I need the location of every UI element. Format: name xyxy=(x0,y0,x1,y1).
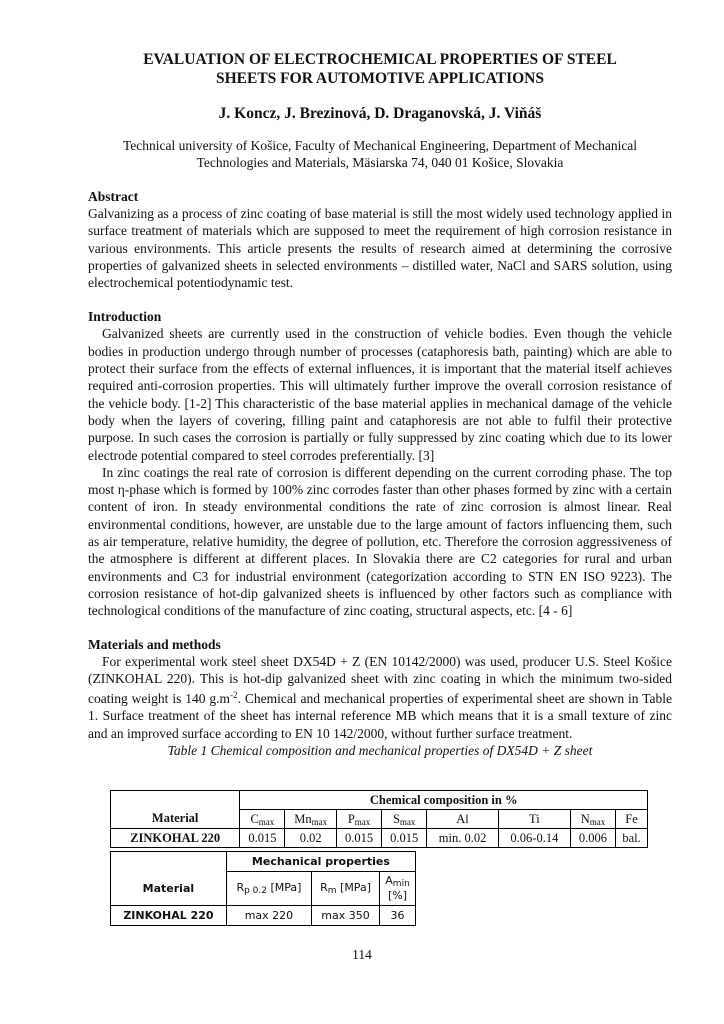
paper-page xyxy=(88,50,672,759)
table2-a-sub: min xyxy=(392,879,410,890)
methods-text-b: . Chemical and mechanical properties of experimental sheet are shown in Table 1. Surface treatment of the sheet has internal reference MB which means that it is a small texture of zinc and an improved surface according to EN 10 142/2000, without further surface treatment. xyxy=(88,691,672,741)
table1-value-cell: 0.006 xyxy=(570,829,615,848)
table2-rp-unit: [MPa] xyxy=(266,880,302,894)
table1-element-header xyxy=(382,810,427,829)
chemical-composition-table xyxy=(110,790,648,848)
table1-value-cell: 0.015 xyxy=(240,829,285,848)
table1-corner-cell xyxy=(111,791,240,810)
table-caption: Table 1 Chemical composition and mechanical properties of DX54D + Z sheet xyxy=(167,743,593,759)
table1-element-header xyxy=(285,810,337,829)
table2-cell-rp: max 220 xyxy=(226,906,311,926)
element-subscript: max xyxy=(399,816,416,827)
table1-value-cell: 0.06-0.14 xyxy=(498,829,570,848)
element-symbol: C xyxy=(250,811,259,826)
element-subscript: max xyxy=(258,816,275,827)
table1-value-cell: 0.02 xyxy=(285,829,337,848)
table2-rm-unit: [MPa] xyxy=(336,880,371,894)
table2-cell-a: 36 xyxy=(380,906,416,926)
methods-section xyxy=(88,636,672,759)
title-line-1: EVALUATION OF ELECTROCHEMICAL PROPERTIES OF STEEL xyxy=(143,51,617,68)
table2-rp-sub: p 0.2 xyxy=(244,885,267,896)
page-number: 114 xyxy=(352,947,372,962)
table2-corner-cell xyxy=(111,852,227,872)
table2-group-header: Mechanical properties xyxy=(226,852,415,872)
element-subscript: max xyxy=(354,816,371,827)
element-symbol: Ti xyxy=(529,811,540,826)
table2-header-a xyxy=(380,871,416,906)
table2-header-rp xyxy=(226,871,311,906)
element-symbol: Fe xyxy=(625,811,638,826)
table1-group-header: Chemical composition in % xyxy=(240,791,648,810)
element-symbol: P xyxy=(347,811,355,826)
methods-text-a: For experimental work steel sheet DX54D + Z (EN 10142/2000) was used, producer U.S. Steel Košice (ZINKOHAL 220). This is hot-dip galvanized sheet with zinc coating in which the minimum two-sided coating weight is 140 g.m xyxy=(88,653,672,707)
methods-superscript: -2 xyxy=(230,690,238,701)
table2-row-material: ZINKOHAL 220 xyxy=(111,906,227,926)
table2-material-header: Material xyxy=(111,871,227,906)
element-symbol: Al xyxy=(456,811,469,826)
table2-rm-sub: m xyxy=(327,885,337,896)
abstract-text: Galvanizing as a process of zinc coating of base material is still the most widely used technology applied in surface treatment of materials which are supposed to meet the requirement of high corrosion resistance in various environments. This article presents the results of research aimed at determining the corrosive properties of galvanized sheets in selected environments – distilled water, NaCl and SARS solution, using electrochemical potentiodynamic test. xyxy=(88,206,672,291)
introduction-paragraph-1: Galvanized sheets are currently used in the construction of vehicle bodies. Even though the vehicle bodies in production undergo through number of processes (cataphoresis bath, painting) which are able to protect their surface from the effects of external influences, it is important that the material itself achieves required anti-corrosion properties. This will ultimately further improve the overall corrosion resistance of the vehicle body. [1-2] This characteristic of the base material applies in mechanical damage of the vehicle body when the layers of covering, filling paint and cataphoresis are not able to fulfil their protective purpose. In such cases the corrosion is partially or fully suppressed by zinc coating which due to its lower electrode potential compared to steel corrodes preferentially. [3] xyxy=(88,326,672,463)
table2-a-base: A xyxy=(385,874,393,888)
table1-element-header xyxy=(337,810,382,829)
table1-value-cell: min. 0.02 xyxy=(427,829,499,848)
element-subscript: max xyxy=(589,816,606,827)
table2-header-rm xyxy=(312,871,380,906)
paper-title xyxy=(88,50,672,88)
table2-cell-rm: max 350 xyxy=(312,906,380,926)
authors: J. Koncz, J. Brezinová, D. Draganovská, J. Viňáš xyxy=(218,105,542,122)
methods-heading: Materials and methods xyxy=(88,636,221,652)
table1-material-header: Material xyxy=(111,810,240,829)
table1-element-header xyxy=(498,810,570,829)
title-line-2: SHEETS FOR AUTOMOTIVE APPLICATIONS xyxy=(215,70,544,87)
table2-rm-base: R xyxy=(320,880,328,894)
table1-value-cell: bal. xyxy=(616,829,648,848)
mechanical-properties-table xyxy=(110,851,416,926)
table2-rp-base: R xyxy=(236,880,245,894)
introduction-section xyxy=(88,308,672,619)
table1-row-material: ZINKOHAL 220 xyxy=(111,829,240,848)
table2-a-unit: [%] xyxy=(388,889,408,903)
table1-value-cell: 0.015 xyxy=(382,829,427,848)
element-symbol: S xyxy=(392,811,400,826)
element-symbol: N xyxy=(580,811,590,826)
introduction-heading: Introduction xyxy=(88,309,162,325)
element-subscript: max xyxy=(311,816,328,827)
introduction-paragraph-2: In zinc coatings the real rate of corrosion is different depending on the current corroding phase. The top most η-phase which is formed by 100% zinc corrodes faster than other phases formed by zinc with a certain content of iron. In steady environmental conditions the rate of zinc corrosion is almost linear. Real environmental conditions, however, are unstable due to the large amount of factors influencing them, such as air temperature, relative humidity, the degree of pollution, etc. Therefore the corrosion aggressiveness of the atmosphere is different at different places. In Slovakia there are C2 categories for rural and urban environments and C3 for industrial environment (categorization according to STN EN ISO 9223). The corrosion resistance of hot-dip galvanized sheets is influenced by other factors such as compliance with technological conditions of the manufacture of zinc coating, structural aspects, etc. [4 - 6] xyxy=(88,464,672,619)
methods-paragraph-1 xyxy=(88,653,672,742)
table1-element-header xyxy=(240,810,285,829)
table1-element-header xyxy=(570,810,615,829)
table1-element-header xyxy=(616,810,648,829)
affiliation: Technical university of Košice, Faculty of Mechanical Engineering, Department of Mechanical Technologies and Materials, Mäsiarska 74, 040 01 Košice, Slovakia xyxy=(122,138,638,170)
table1-element-header xyxy=(427,810,499,829)
abstract-section xyxy=(88,188,672,291)
element-symbol: Mn xyxy=(294,811,312,826)
table1-value-cell: 0.015 xyxy=(337,829,382,848)
abstract-heading: Abstract xyxy=(88,189,139,204)
